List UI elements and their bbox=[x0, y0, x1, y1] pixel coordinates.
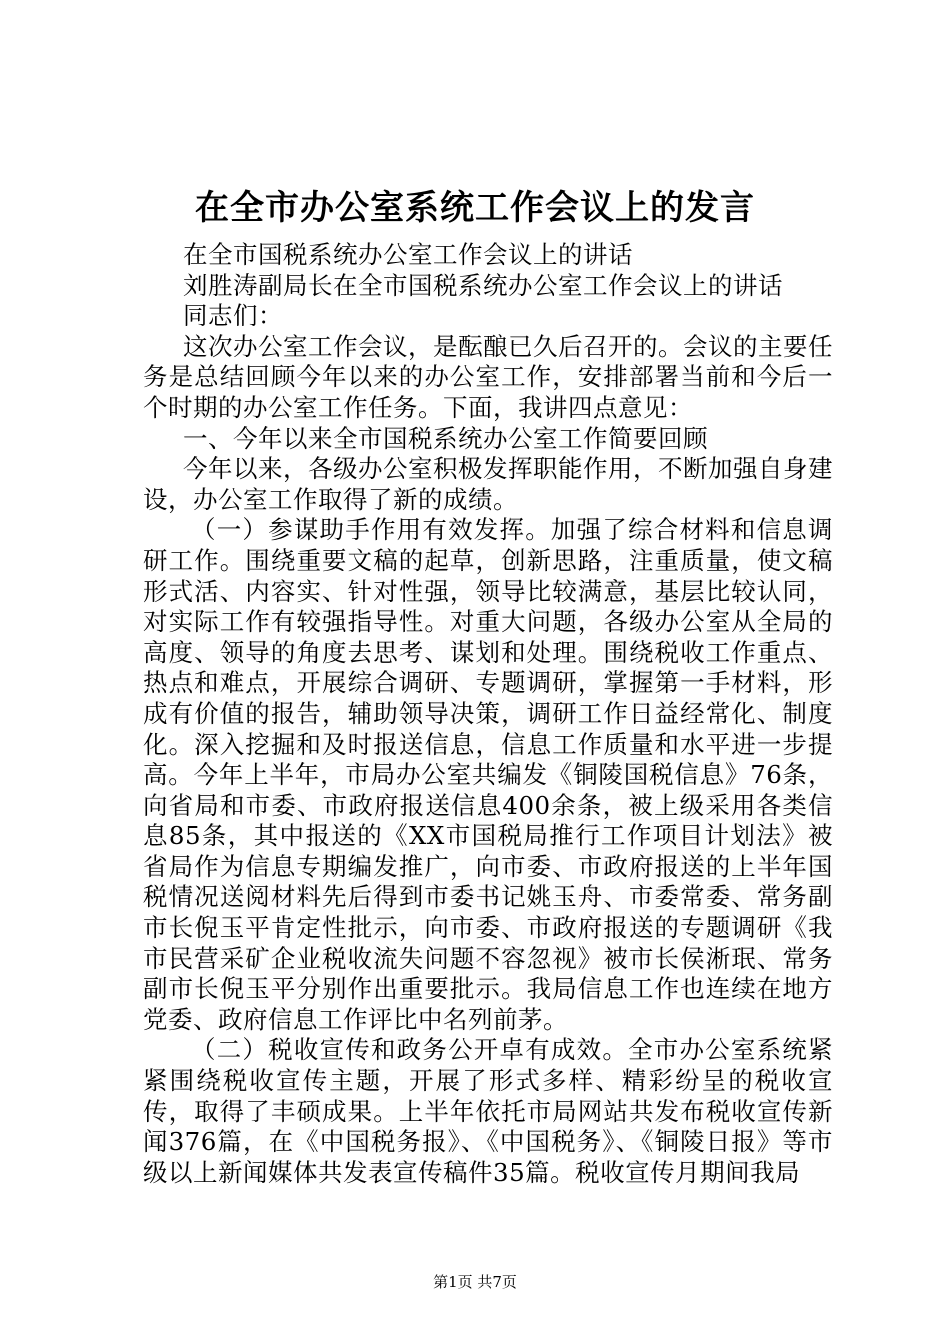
paragraph-intro: 这次办公室工作会议，是酝酿已久后召开的。会议的主要任务是总结回顾今年以来的办公室工作，安排部署当前和今后一个时期的办公室工作任务。下面，我讲四点意见： bbox=[143, 331, 833, 422]
document-body bbox=[143, 240, 833, 1188]
paragraph-point-2: （二）税收宣传和政务公开卓有成效。全市办公室系统紧紧围绕税收宣传主题，开展了形式多样、精彩纷呈的税收宣传，取得了丰硕成果。上半年依托市局网站共发布税收宣传新闻376篇，在《中国税务报》、《中国税务》、《铜陵日报》等市级以上新闻媒体共发表宣传稿件35篇。税收宣传月期间我局 bbox=[143, 1035, 833, 1187]
paragraph-summary: 今年以来，各级办公室积极发挥职能作用，不断加强自身建设，办公室工作取得了新的成绩。 bbox=[143, 454, 833, 514]
paragraph-salutation: 同志们： bbox=[183, 301, 283, 331]
page-number-footer: 第1页 共7页 bbox=[433, 1273, 517, 1291]
paragraph-subtitle: 在全市国税系统办公室工作会议上的讲话 bbox=[183, 240, 633, 269]
paragraph-point-1: （一）参谋助手作用有效发挥。加强了综合材料和信息调研工作。围绕重要文稿的起草，创新思路，注重质量，使文稿形式活、内容实、针对性强，领导比较满意，基层比较认同，对实际工作有较强指导性。对重大问题，各级办公室从全局的高度、领导的角度去思考、谋划和处理。围绕税收工作重点、热点和难点，开展综合调研、专题调研，掌握第一手材料，形成有价值的报告，辅助领导决策，调研工作日益经常化、制度化。深入挖掘和及时报送信息，信息工作质量和水平进一步提高。今年上半年，市局办公室共编发《铜陵国税信息》76条，向省局和市委、市政府报送信息400余条，被上级采用各类信息85条，其中报送的《XX市国税局推行工作项目计划法》被省局作为信息专期编发推广，向市委、市政府报送的上半年国税情况送阅材料先后得到市委书记姚玉舟、市委常委、常务副市长倪玉平肯定性批示，向市委、市政府报送的专题调研《我市民营采矿企业税收流失问题不容忽视》被市长侯淅珉、常务副市长倪玉平分别作出重要批示。我局信息工作也连续在地方党委、政府信息工作评比中名列前茅。 bbox=[143, 515, 833, 1034]
document-title: 在全市办公室系统工作会议上的发言 bbox=[195, 188, 755, 228]
paragraph-speaker: 刘胜涛副局长在全市国税系统办公室工作会议上的讲话 bbox=[183, 270, 783, 300]
section-heading-1: 一、今年以来全市国税系统办公室工作简要回顾 bbox=[183, 423, 708, 453]
